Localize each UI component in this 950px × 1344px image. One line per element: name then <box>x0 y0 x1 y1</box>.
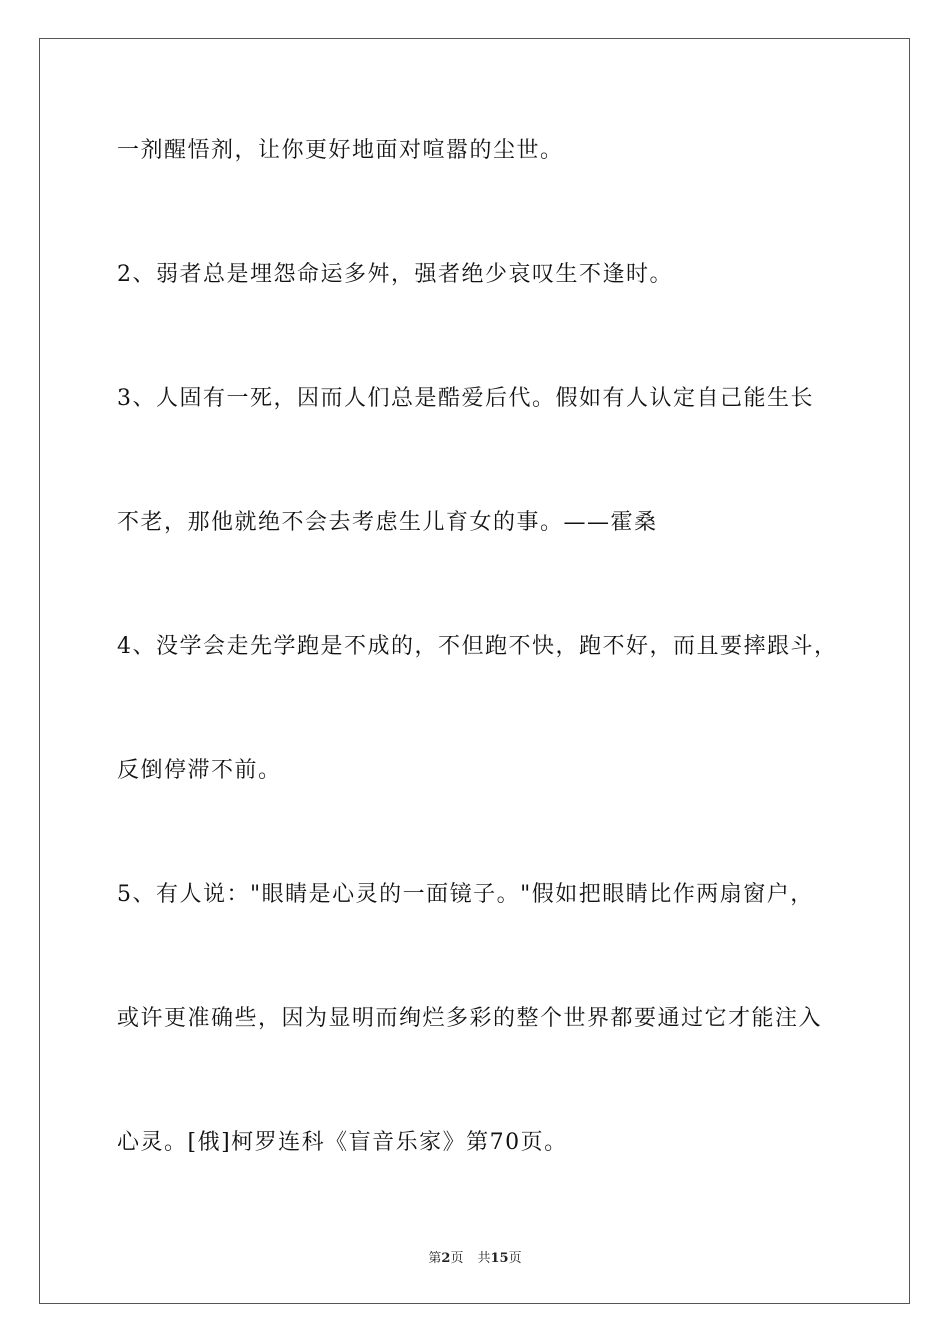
total-suffix: 页 <box>508 1251 522 1266</box>
text-line-1: 一剂醒悟剂，让你更好地面对喧嚣的尘世。 <box>117 138 564 163</box>
text-line-8: 或许更准确些，因为显明而绚烂多彩的整个世界都要通过它才能注入 <box>117 1006 823 1031</box>
text-line-4: 不老，那他就绝不会去考虑生儿育女的事。——霍桑 <box>117 510 658 535</box>
text-line-6: 反倒停滞不前。 <box>117 758 282 783</box>
total-prefix: 共 <box>477 1251 491 1266</box>
text-line-3: 3、人固有一死，因而人们总是酷爱后代。假如有人认定自己能生长 <box>117 386 814 411</box>
text-line-7: 5、有人说："眼睛是心灵的一面镜子。"假如把眼睛比作两扇窗户， <box>117 882 814 907</box>
page-border <box>39 38 910 1304</box>
page-prefix: 第 <box>428 1251 442 1266</box>
text-line-2: 2、弱者总是埋怨命运多舛，强者绝少哀叹生不逢时。 <box>117 262 673 287</box>
page-suffix: 页 <box>450 1251 464 1266</box>
text-line-5: 4、没学会走先学跑是不成的，不但跑不快，跑不好，而且要摔跟斗， <box>117 634 838 659</box>
text-line-9: 心灵。[俄]柯罗连科《盲音乐家》第70页。 <box>117 1130 568 1155</box>
page-number: 2 <box>441 1251 451 1266</box>
page-footer <box>0 1247 950 1266</box>
total-pages: 15 <box>490 1251 509 1266</box>
